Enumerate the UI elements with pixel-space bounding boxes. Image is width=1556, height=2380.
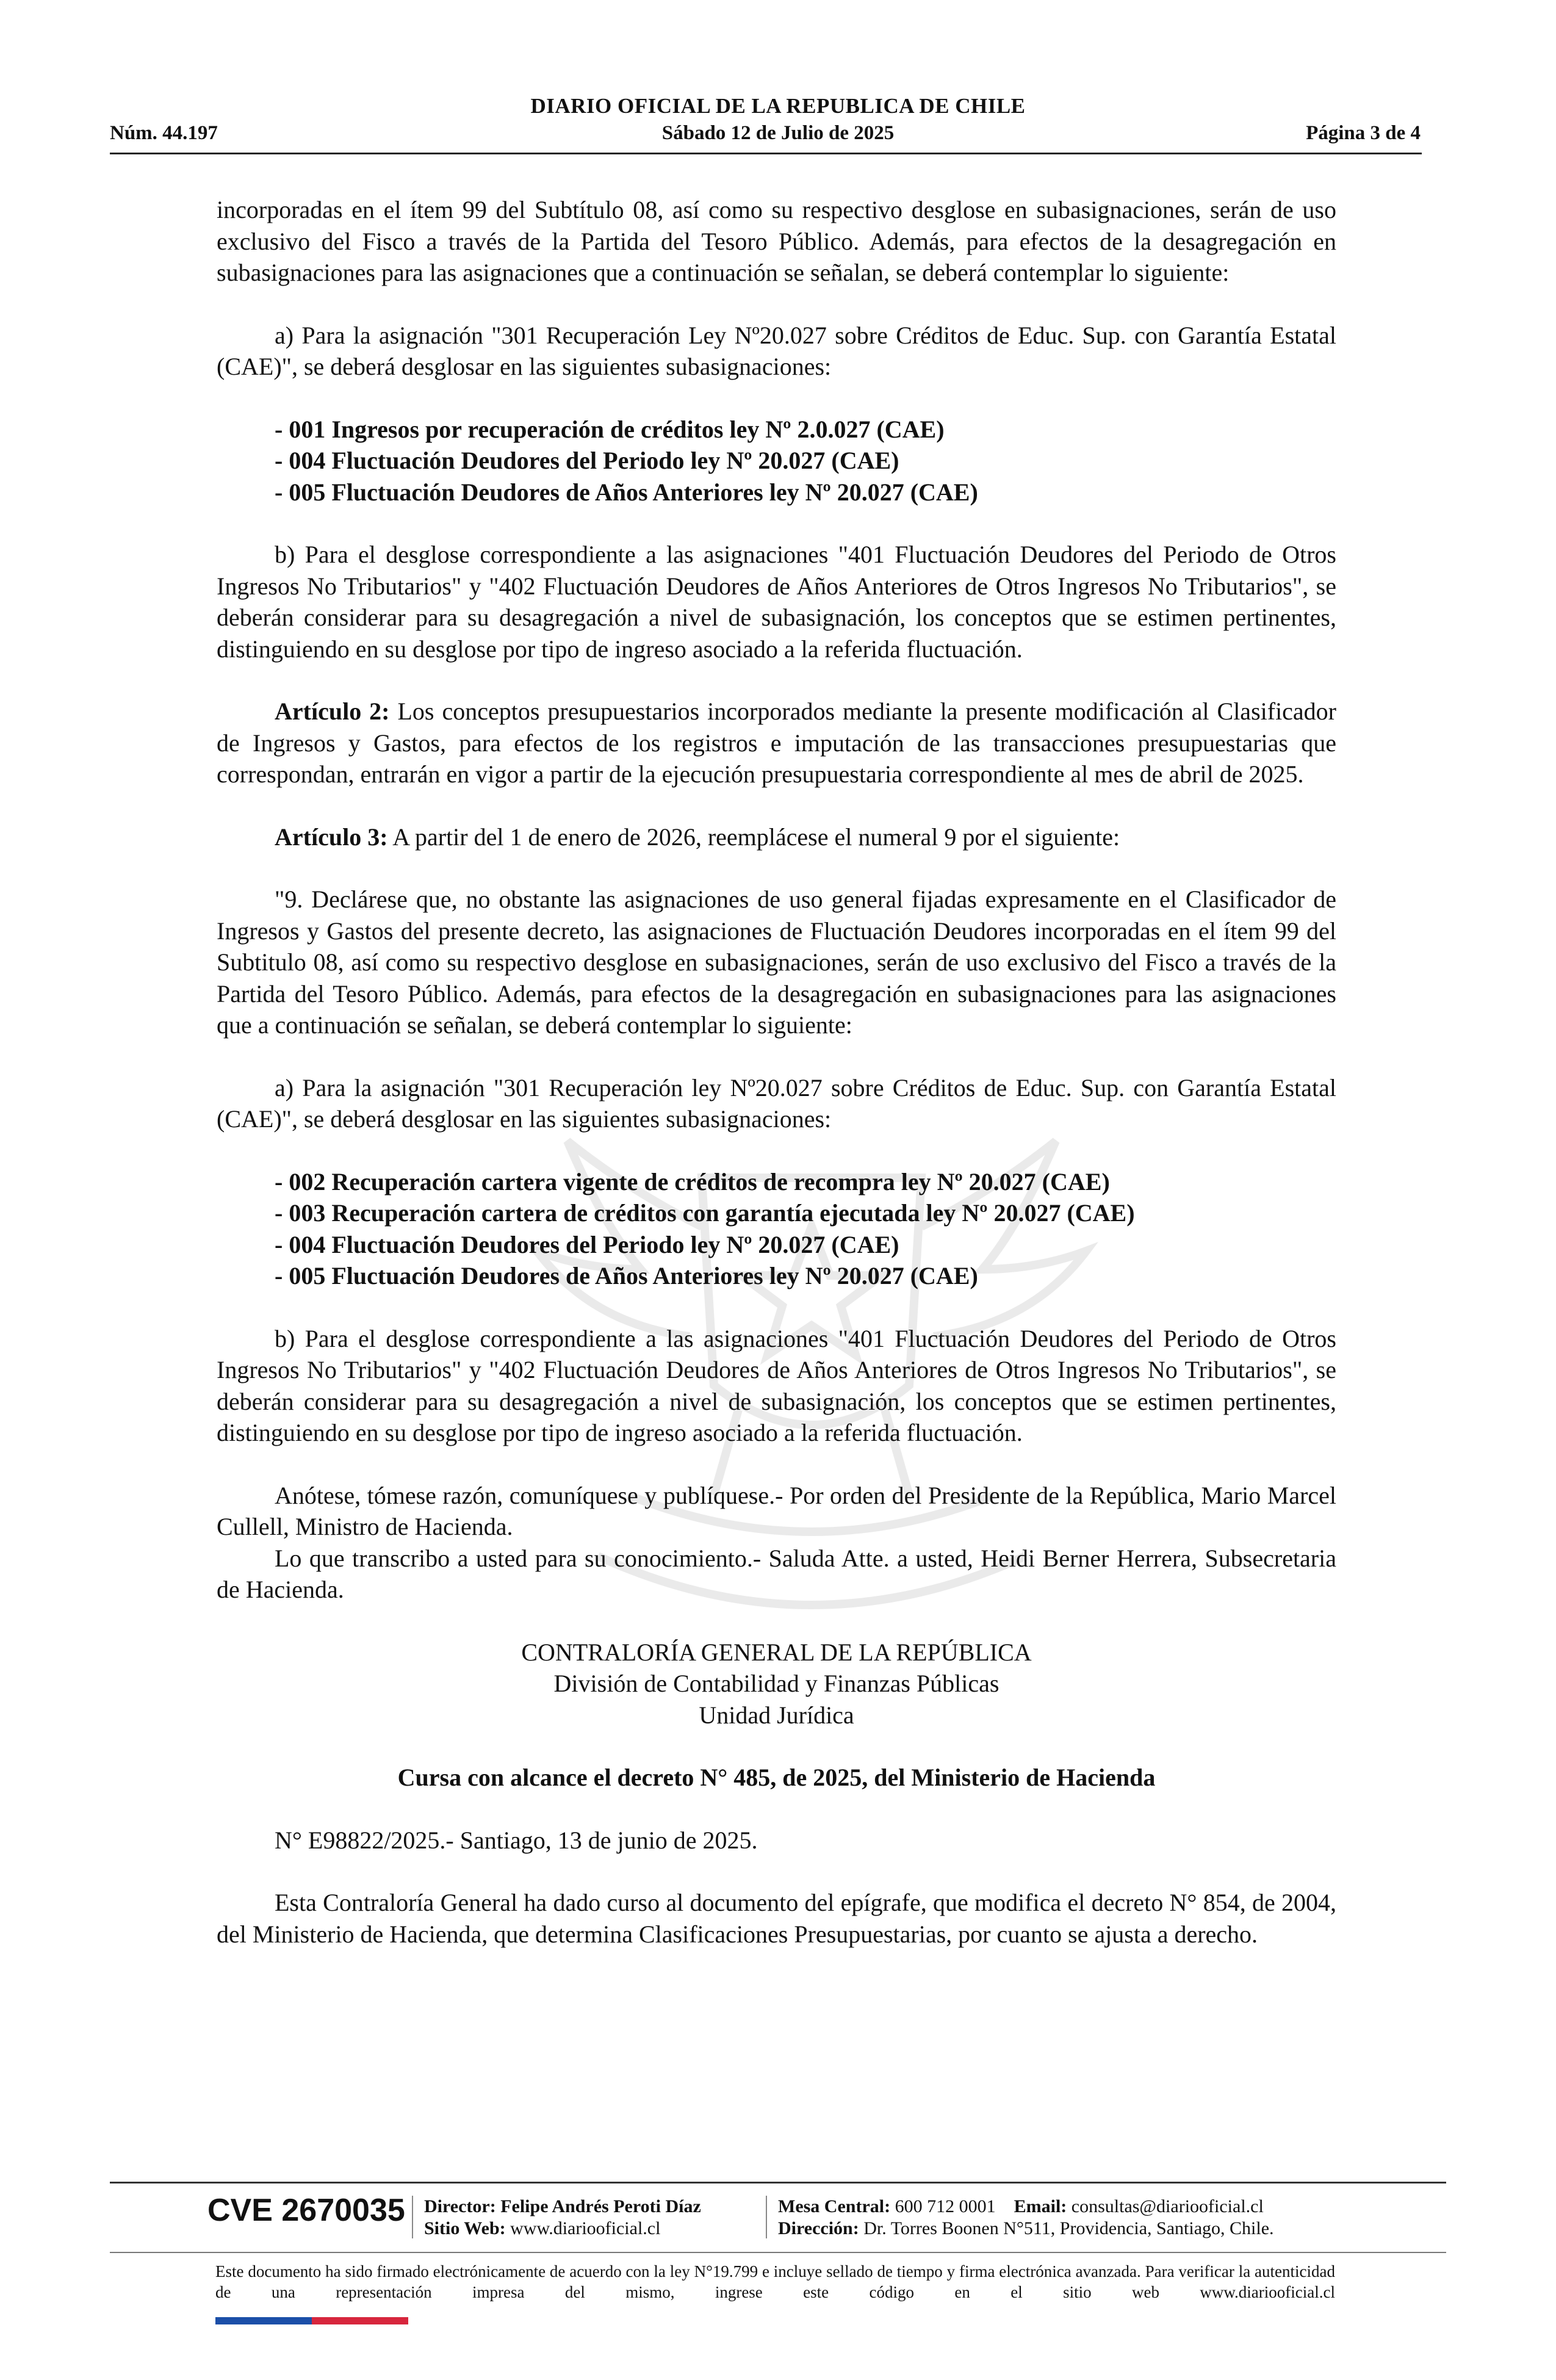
issue-date: Sábado 12 de Julio de 2025 [661, 122, 895, 144]
paragraph: "9. Declárese que, no obstante las asignaciones de uso general fijadas expresamente en el Clasificador de Ingresos y Gastos del presente decreto, las asignaciones de Fluctuación Deudores incorporadas en el ítem 99 del Subtitulo 08, así como su respectivo desglose en subasignaciones, serán de uso exclusivo del Fisco a través de la Partida del Tesoro Público. Además, para efectos de la desagregación en subasignaciones para las asignaciones que a continuación se señalan, se deberá contemplar lo siguiente: [217, 885, 1336, 1039]
footer-separator [766, 2196, 767, 2238]
article-text: Los conceptos presupuestarios incorporados mediante la presente modificación al Clasificador de Ingresos y Gastos, para efectos de los registros e imputación de las transacciones presupuestarias que correspondan, entrarán en vigor a partir de la ejecución presupuestaria correspondiente al mes de abril de 2025. [217, 698, 1337, 788]
director-line: Director: Felipe Andrés Peroti Díaz [424, 2196, 701, 2216]
paragraph: Anótese, tómese razón, comuníquese y publíquese.- Por orden del Presidente de la República, Mario Marcel Cullell, Ministro de Hacienda. [217, 1481, 1336, 1540]
site-link[interactable]: www.diariooficial.cl [510, 2218, 661, 2238]
list-item: - 003 Recuperación cartera de créditos con garantía ejecutada ley Nº 20.027 (CAE) [275, 1199, 1135, 1227]
authenticity-disclaimer: Este documento ha sido firmado electrónicamente de acuerdo con la ley N°19.799 e incluye sellado de tiempo y firma electrónica avanzada. Para verificar la autenticidad de una representación impresa del mismo, ingrese este código en el sitio web www.diariooficial.cl [215, 2262, 1335, 2301]
gazette-title: DIARIO OFICIAL DE LA REPUBLICA DE CHILE [530, 94, 1026, 118]
flag-blue-segment [215, 2317, 312, 2324]
footer-divider [110, 2252, 1446, 2253]
paragraph: a) Para la asignación "301 Recuperación Ley Nº20.027 sobre Créditos de Educ. Sup. con Garantía Estatal (CAE)", se deberá desglosar en las siguientes subasignaciones: [217, 321, 1336, 380]
paragraph: b) Para el desglose correspondiente a las asignaciones "401 Fluctuación Deudores del Periodo de Otros Ingresos No Tributarios" y "402 Fluctuación Deudores de Años Anteriores de Otros Ingresos No Tributarios", se deberán considerar para su desagregación a nivel de subasignación, los conceptos que se estimen pertinentes, distinguiendo en su desglose por tipo de ingreso asociado a la referida fluctuación. [217, 1324, 1336, 1446]
reference-line: N° E98822/2025.- Santiago, 13 de junio de 2025. [275, 1826, 758, 1854]
flag-color-bar [215, 2317, 408, 2324]
list-item: - 004 Fluctuación Deudores del Periodo ley Nº 20.027 (CAE) [275, 447, 899, 474]
list-item: - 002 Recuperación cartera vigente de créditos de recompra ley Nº 20.027 (CAE) [275, 1167, 1110, 1195]
article-2 [217, 696, 1336, 790]
page-indicator: Página 3 de 4 [1306, 122, 1421, 144]
email-link[interactable]: consultas@diariooficial.cl [1071, 2196, 1264, 2216]
document-body [217, 194, 1336, 1950]
org-division: División de Contabilidad y Finanzas Públicas [553, 1670, 1000, 1697]
footer-divider [110, 2182, 1446, 2183]
list-item: - 005 Fluctuación Deudores de Años Anteriores ley Nº 20.027 (CAE) [275, 478, 978, 506]
list-item: - 004 Fluctuación Deudores del Periodo ley Nº 20.027 (CAE) [275, 1230, 899, 1258]
issue-number: Núm. 44.197 [110, 122, 218, 144]
list-item: - 005 Fluctuación Deudores de Años Anteriores ley Nº 20.027 (CAE) [275, 1262, 978, 1289]
flag-red-segment [312, 2317, 408, 2324]
paragraph: Esta Contraloría General ha dado curso al documento del epígrafe, que modifica el decreto N° 854, de 2004, del Ministerio de Hacienda, que determina Clasificaciones Presupuestarias, por cuanto se ajusta a derecho. [217, 1889, 1336, 1948]
address-line: Dirección: Dr. Torres Boonen N°511, Providencia, Santiago, Chile. [778, 2218, 1274, 2238]
list-item: - 001 Ingresos por recuperación de créditos ley Nº 2.0.027 (CAE) [275, 415, 945, 443]
header-divider [110, 153, 1422, 154]
contact-line: Mesa Central: 600 712 0001 Email: consultas@diariooficial.cl [778, 2196, 1264, 2216]
article-text: A partir del 1 de enero de 2026, reemplácese el numeral 9 por el siguiente: [387, 823, 1120, 851]
site-line: Sitio Web: www.diariooficial.cl [424, 2218, 661, 2238]
cve-code: CVE 2670035 [207, 2193, 405, 2228]
paragraph: incorporadas en el ítem 99 del Subtítulo 08, así como su respectivo desglose en subasignaciones, serán de uso exclusivo del Fisco a través de la Partida del Tesoro Público. Además, para efectos de la desagregación en subasignaciones para las asignaciones que a continuación se señalan, se deberá contemplar lo siguiente: [217, 196, 1336, 286]
org-unit: Unidad Jurídica [699, 1701, 854, 1729]
article-3 [217, 821, 1336, 853]
org-name: CONTRALORÍA GENERAL DE LA REPÚBLICA [521, 1638, 1032, 1666]
paragraph: b) Para el desglose correspondiente a las asignaciones "401 Fluctuación Deudores del Periodo de Otros Ingresos No Tributarios" y "402 Fluctuación Deudores de Años Anteriores de Otros Ingresos No Tributarios", se deberán considerar para su desagregación a nivel de subasignación, los conceptos que se estimen pertinentes, distinguiendo en su desglose por tipo de ingreso asociado a la referida fluctuación. [217, 541, 1336, 663]
article-label: Artículo 3: [275, 823, 388, 851]
section-heading: Cursa con alcance el decreto N° 485, de 2025, del Ministerio de Hacienda [397, 1764, 1156, 1791]
article-label: Artículo 2: [275, 698, 390, 725]
paragraph: Lo que transcribo a usted para su conocimiento.- Saluda Atte. a usted, Heidi Berner Herrera, Subsecretaria de Hacienda. [217, 1544, 1336, 1603]
paragraph: a) Para la asignación "301 Recuperación ley Nº20.027 sobre Créditos de Educ. Sup. con Garantía Estatal (CAE)", se deberá desglosar en las siguientes subasignaciones: [217, 1073, 1336, 1133]
footer-separator [412, 2196, 413, 2238]
